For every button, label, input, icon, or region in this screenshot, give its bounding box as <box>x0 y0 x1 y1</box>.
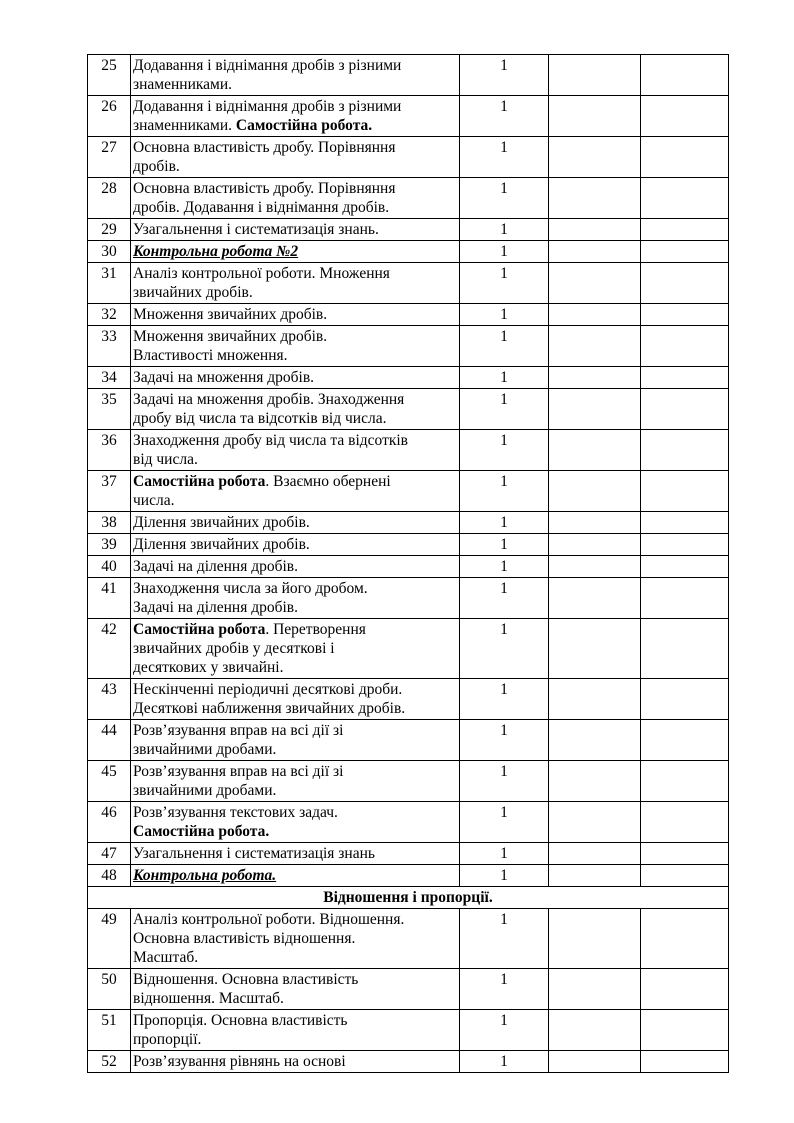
lesson-number: 52 <box>88 1051 131 1073</box>
lesson-number: 39 <box>88 534 131 556</box>
lesson-number: 32 <box>88 304 131 326</box>
lesson-topic <box>131 471 460 512</box>
lesson-hours: 1 <box>460 578 549 619</box>
topic-text-segment: . Перетворення <box>265 621 366 638</box>
topic-text-segment: знаменниками. <box>133 117 236 134</box>
note-cell-empty <box>641 761 729 802</box>
lesson-number: 43 <box>88 679 131 720</box>
table-row <box>88 909 729 969</box>
lesson-topic <box>131 761 460 802</box>
topic-line <box>133 56 457 75</box>
date-cell-empty <box>549 55 641 96</box>
lesson-number: 33 <box>88 326 131 367</box>
lesson-hours: 1 <box>460 1051 549 1073</box>
note-cell-empty <box>641 367 729 389</box>
note-cell-empty <box>641 556 729 578</box>
table-row <box>88 389 729 430</box>
lesson-number: 51 <box>88 1010 131 1051</box>
lesson-topic <box>131 909 460 969</box>
topic-line <box>133 948 457 967</box>
topic-line <box>133 450 457 469</box>
topic-text-segment: дробів. <box>133 158 180 175</box>
lesson-number: 49 <box>88 909 131 969</box>
topic-line <box>133 179 457 198</box>
topic-text-segment: Пропорція. Основна властивість <box>133 1012 348 1029</box>
date-cell-empty <box>549 219 641 241</box>
table-row <box>88 1051 729 1073</box>
date-cell-empty <box>549 137 641 178</box>
topic-text-segment: Відношення. Основна властивість <box>133 971 359 988</box>
topic-text-segment: відношення. Масштаб. <box>133 990 284 1007</box>
note-cell-empty <box>641 430 729 471</box>
lesson-topic <box>131 304 460 326</box>
lesson-number: 26 <box>88 96 131 137</box>
topic-text-segment: Розв’язування текстових задач. <box>133 804 338 821</box>
lesson-topic <box>131 619 460 679</box>
topic-line <box>133 157 457 176</box>
date-cell-empty <box>549 969 641 1010</box>
date-cell-empty <box>549 1051 641 1073</box>
date-cell-empty <box>549 326 641 367</box>
topic-line <box>133 1011 457 1030</box>
topic-line <box>133 431 457 450</box>
lesson-number: 30 <box>88 241 131 263</box>
section-row <box>88 887 729 909</box>
note-cell-empty <box>641 241 729 263</box>
table-row <box>88 367 729 389</box>
lesson-number: 45 <box>88 761 131 802</box>
topic-line <box>133 910 457 929</box>
table-row <box>88 843 729 865</box>
lesson-hours: 1 <box>460 1010 549 1051</box>
lesson-number: 38 <box>88 512 131 534</box>
note-cell-empty <box>641 802 729 843</box>
date-cell-empty <box>549 761 641 802</box>
topic-text-segment: Множення звичайних дробів. <box>133 328 328 345</box>
note-cell-empty <box>641 534 729 556</box>
lesson-number: 37 <box>88 471 131 512</box>
table-row <box>88 304 729 326</box>
lesson-hours: 1 <box>460 619 549 679</box>
topic-text-segment: Розв’язування рівнянь на основі <box>133 1053 346 1070</box>
topic-line <box>133 929 457 948</box>
topic-line <box>133 721 457 740</box>
topic-text-segment: Самостійна робота. <box>235 117 373 134</box>
lesson-topic <box>131 137 460 178</box>
topic-text-segment: знаменниками. <box>133 76 233 93</box>
topic-text-segment: Знаходження дробу від числа та відсотків <box>133 432 409 449</box>
topic-text-segment: Нескінченні періодичні десяткові дроби. <box>133 681 403 698</box>
topic-line <box>133 138 457 157</box>
date-cell-empty <box>549 367 641 389</box>
lesson-topic <box>131 1051 460 1073</box>
lesson-hours: 1 <box>460 969 549 1010</box>
note-cell-empty <box>641 619 729 679</box>
topic-text-segment: Самостійна робота <box>133 473 266 490</box>
date-cell-empty <box>549 471 641 512</box>
date-cell-empty <box>549 96 641 137</box>
lesson-number: 25 <box>88 55 131 96</box>
topic-line <box>133 781 457 800</box>
lesson-hours: 1 <box>460 534 549 556</box>
table-row <box>88 219 729 241</box>
topic-text-segment: Множення звичайних дробів. <box>133 306 328 323</box>
topic-line <box>133 220 457 239</box>
date-cell-empty <box>549 619 641 679</box>
table-row <box>88 55 729 96</box>
date-cell-empty <box>549 865 641 887</box>
topic-line <box>133 579 457 598</box>
lesson-hours: 1 <box>460 556 549 578</box>
topic-text-segment: Аналіз контрольної роботи. Відношення. <box>133 911 405 928</box>
lesson-number: 42 <box>88 619 131 679</box>
lesson-topic <box>131 1010 460 1051</box>
topic-text-segment: Контрольна робота №2 <box>133 243 299 260</box>
lesson-number: 36 <box>88 430 131 471</box>
topic-text-segment: від числа. <box>133 451 198 468</box>
topic-text-segment: Ділення звичайних дробів. <box>133 514 310 531</box>
lesson-number: 35 <box>88 389 131 430</box>
lesson-number: 31 <box>88 263 131 304</box>
lesson-topic <box>131 512 460 534</box>
note-cell-empty <box>641 96 729 137</box>
lesson-topic <box>131 367 460 389</box>
lesson-hours: 1 <box>460 761 549 802</box>
table-row <box>88 326 729 367</box>
topic-text-segment: Контрольна робота. <box>133 867 277 884</box>
topic-text-segment: Основна властивість дробу. Порівняння <box>133 180 396 197</box>
topic-text-segment: десяткових у звичайні. <box>133 659 284 676</box>
lesson-topic <box>131 720 460 761</box>
topic-line <box>133 680 457 699</box>
date-cell-empty <box>549 512 641 534</box>
lesson-number: 29 <box>88 219 131 241</box>
note-cell-empty <box>641 843 729 865</box>
note-cell-empty <box>641 137 729 178</box>
topic-line <box>133 283 457 302</box>
topic-line <box>133 866 457 885</box>
lesson-number: 47 <box>88 843 131 865</box>
date-cell-empty <box>549 389 641 430</box>
topic-text-segment: дробу від числа та відсотків від числа. <box>133 410 387 427</box>
table-row <box>88 1010 729 1051</box>
note-cell-empty <box>641 219 729 241</box>
curriculum-table <box>87 54 729 1073</box>
topic-line <box>133 368 457 387</box>
topic-line <box>133 762 457 781</box>
table-row <box>88 619 729 679</box>
topic-line <box>133 97 457 116</box>
note-cell-empty <box>641 1010 729 1051</box>
date-cell-empty <box>549 304 641 326</box>
note-cell-empty <box>641 263 729 304</box>
topic-line <box>133 557 457 576</box>
topic-text-segment: Самостійна робота <box>133 621 266 638</box>
date-cell-empty <box>549 802 641 843</box>
date-cell-empty <box>549 1010 641 1051</box>
topic-line <box>133 513 457 532</box>
lesson-hours: 1 <box>460 219 549 241</box>
lesson-hours: 1 <box>460 178 549 219</box>
topic-line <box>133 491 457 510</box>
section-title: Відношення і пропорції. <box>88 887 729 909</box>
topic-line <box>133 658 457 677</box>
date-cell-empty <box>549 534 641 556</box>
topic-line <box>133 198 457 217</box>
topic-line <box>133 327 457 346</box>
lesson-hours: 1 <box>460 326 549 367</box>
table-row <box>88 556 729 578</box>
date-cell-empty <box>549 430 641 471</box>
topic-line <box>133 116 457 135</box>
topic-line <box>133 844 457 863</box>
topic-line <box>133 699 457 718</box>
table-row <box>88 96 729 137</box>
lesson-number: 48 <box>88 865 131 887</box>
topic-text-segment: Розв’язування вправ на всі дії зі <box>133 722 344 739</box>
topic-line <box>133 803 457 822</box>
topic-text-segment: Додавання і віднімання дробів з різними <box>133 57 402 74</box>
note-cell-empty <box>641 909 729 969</box>
topic-text-segment: Основна властивість дробу. Порівняння <box>133 139 396 156</box>
lesson-hours: 1 <box>460 679 549 720</box>
topic-line <box>133 390 457 409</box>
note-cell-empty <box>641 178 729 219</box>
table-row <box>88 578 729 619</box>
lesson-hours: 1 <box>460 55 549 96</box>
table-row <box>88 263 729 304</box>
lesson-topic <box>131 534 460 556</box>
lesson-hours: 1 <box>460 137 549 178</box>
date-cell-empty <box>549 909 641 969</box>
topic-line <box>133 305 457 324</box>
table-row <box>88 471 729 512</box>
note-cell-empty <box>641 720 729 761</box>
lesson-hours: 1 <box>460 304 549 326</box>
topic-text-segment: звичайних дробів у десяткові і <box>133 640 335 657</box>
lesson-topic <box>131 326 460 367</box>
topic-text-segment: числа. <box>133 492 175 509</box>
topic-line <box>133 740 457 759</box>
topic-text-segment: Задачі на множення дробів. <box>133 369 315 386</box>
lesson-number: 44 <box>88 720 131 761</box>
date-cell-empty <box>549 578 641 619</box>
topic-text-segment: Узагальнення і систематизація знань <box>133 845 375 862</box>
topic-text-segment: дробів. Додавання і віднімання дробів. <box>133 199 390 216</box>
topic-text-segment: Аналіз контрольної роботи. Множення <box>133 265 390 282</box>
topic-text-segment: Масштаб. <box>133 949 199 966</box>
note-cell-empty <box>641 55 729 96</box>
lesson-topic <box>131 865 460 887</box>
lesson-topic <box>131 430 460 471</box>
topic-text-segment: звичайними дробами. <box>133 741 277 758</box>
lesson-hours: 1 <box>460 471 549 512</box>
topic-text-segment: звичайними дробами. <box>133 782 277 799</box>
date-cell-empty <box>549 679 641 720</box>
table-row <box>88 534 729 556</box>
lesson-topic <box>131 241 460 263</box>
topic-text-segment: пропорції. <box>133 1031 202 1048</box>
note-cell-empty <box>641 679 729 720</box>
lesson-topic <box>131 679 460 720</box>
note-cell-empty <box>641 578 729 619</box>
table-row <box>88 865 729 887</box>
lesson-topic <box>131 556 460 578</box>
topic-line <box>133 822 457 841</box>
topic-line <box>133 472 457 491</box>
topic-line <box>133 970 457 989</box>
topic-line <box>133 535 457 554</box>
topic-text-segment: . Взаємно обернені <box>265 473 391 490</box>
lesson-number: 40 <box>88 556 131 578</box>
date-cell-empty <box>549 843 641 865</box>
topic-line <box>133 242 457 261</box>
date-cell-empty <box>549 241 641 263</box>
lesson-hours: 1 <box>460 909 549 969</box>
topic-line <box>133 1052 457 1071</box>
topic-line <box>133 264 457 283</box>
lesson-hours: 1 <box>460 865 549 887</box>
note-cell-empty <box>641 304 729 326</box>
topic-line <box>133 989 457 1008</box>
lesson-hours: 1 <box>460 802 549 843</box>
note-cell-empty <box>641 865 729 887</box>
table-row <box>88 178 729 219</box>
lesson-hours: 1 <box>460 96 549 137</box>
lesson-topic <box>131 802 460 843</box>
topic-text-segment: Узагальнення і систематизація знань. <box>133 221 379 238</box>
topic-text-segment: Основна властивість відношення. <box>133 930 356 947</box>
table-row <box>88 430 729 471</box>
topic-line <box>133 620 457 639</box>
topic-line <box>133 1030 457 1049</box>
note-cell-empty <box>641 1051 729 1073</box>
lesson-hours: 1 <box>460 367 549 389</box>
date-cell-empty <box>549 178 641 219</box>
table-row <box>88 720 729 761</box>
lesson-number: 46 <box>88 802 131 843</box>
note-cell-empty <box>641 969 729 1010</box>
lesson-hours: 1 <box>460 720 549 761</box>
note-cell-empty <box>641 471 729 512</box>
topic-text-segment: Додавання і віднімання дробів з різними <box>133 98 402 115</box>
topic-text-segment: Ділення звичайних дробів. <box>133 536 310 553</box>
table-row <box>88 241 729 263</box>
topic-text-segment: Задачі на множення дробів. Знаходження <box>133 391 405 408</box>
table-row <box>88 679 729 720</box>
lesson-hours: 1 <box>460 389 549 430</box>
lesson-hours: 1 <box>460 241 549 263</box>
topic-text-segment: Знаходження числа за його дробом. <box>133 580 368 597</box>
table-row <box>88 137 729 178</box>
topic-text-segment: Задачі на ділення дробів. <box>133 558 298 575</box>
lesson-number: 34 <box>88 367 131 389</box>
lesson-topic <box>131 843 460 865</box>
lesson-number: 28 <box>88 178 131 219</box>
lesson-number: 41 <box>88 578 131 619</box>
date-cell-empty <box>549 720 641 761</box>
lesson-topic <box>131 969 460 1010</box>
note-cell-empty <box>641 512 729 534</box>
table-row <box>88 512 729 534</box>
table-row <box>88 761 729 802</box>
table-row <box>88 802 729 843</box>
note-cell-empty <box>641 326 729 367</box>
curriculum-table-body <box>88 55 729 1073</box>
topic-text-segment: Задачі на ділення дробів. <box>133 599 298 616</box>
table-row <box>88 969 729 1010</box>
lesson-hours: 1 <box>460 263 549 304</box>
lesson-topic <box>131 96 460 137</box>
topic-text-segment: Розв’язування вправ на всі дії зі <box>133 763 344 780</box>
lesson-topic <box>131 178 460 219</box>
note-cell-empty <box>641 389 729 430</box>
topic-line <box>133 75 457 94</box>
topic-text-segment: Властивості множення. <box>133 347 288 364</box>
lesson-number: 27 <box>88 137 131 178</box>
topic-text-segment: Самостійна робота. <box>133 823 270 840</box>
lesson-hours: 1 <box>460 430 549 471</box>
lesson-hours: 1 <box>460 843 549 865</box>
lesson-topic <box>131 219 460 241</box>
lesson-hours: 1 <box>460 512 549 534</box>
lesson-number: 50 <box>88 969 131 1010</box>
lesson-topic <box>131 389 460 430</box>
lesson-topic <box>131 263 460 304</box>
topic-line <box>133 409 457 428</box>
topic-line <box>133 346 457 365</box>
topic-line <box>133 598 457 617</box>
topic-line <box>133 639 457 658</box>
date-cell-empty <box>549 556 641 578</box>
topic-text-segment: звичайних дробів. <box>133 284 253 301</box>
topic-text-segment: Десяткові наближення звичайних дробів. <box>133 700 406 717</box>
lesson-topic <box>131 55 460 96</box>
date-cell-empty <box>549 263 641 304</box>
lesson-topic <box>131 578 460 619</box>
